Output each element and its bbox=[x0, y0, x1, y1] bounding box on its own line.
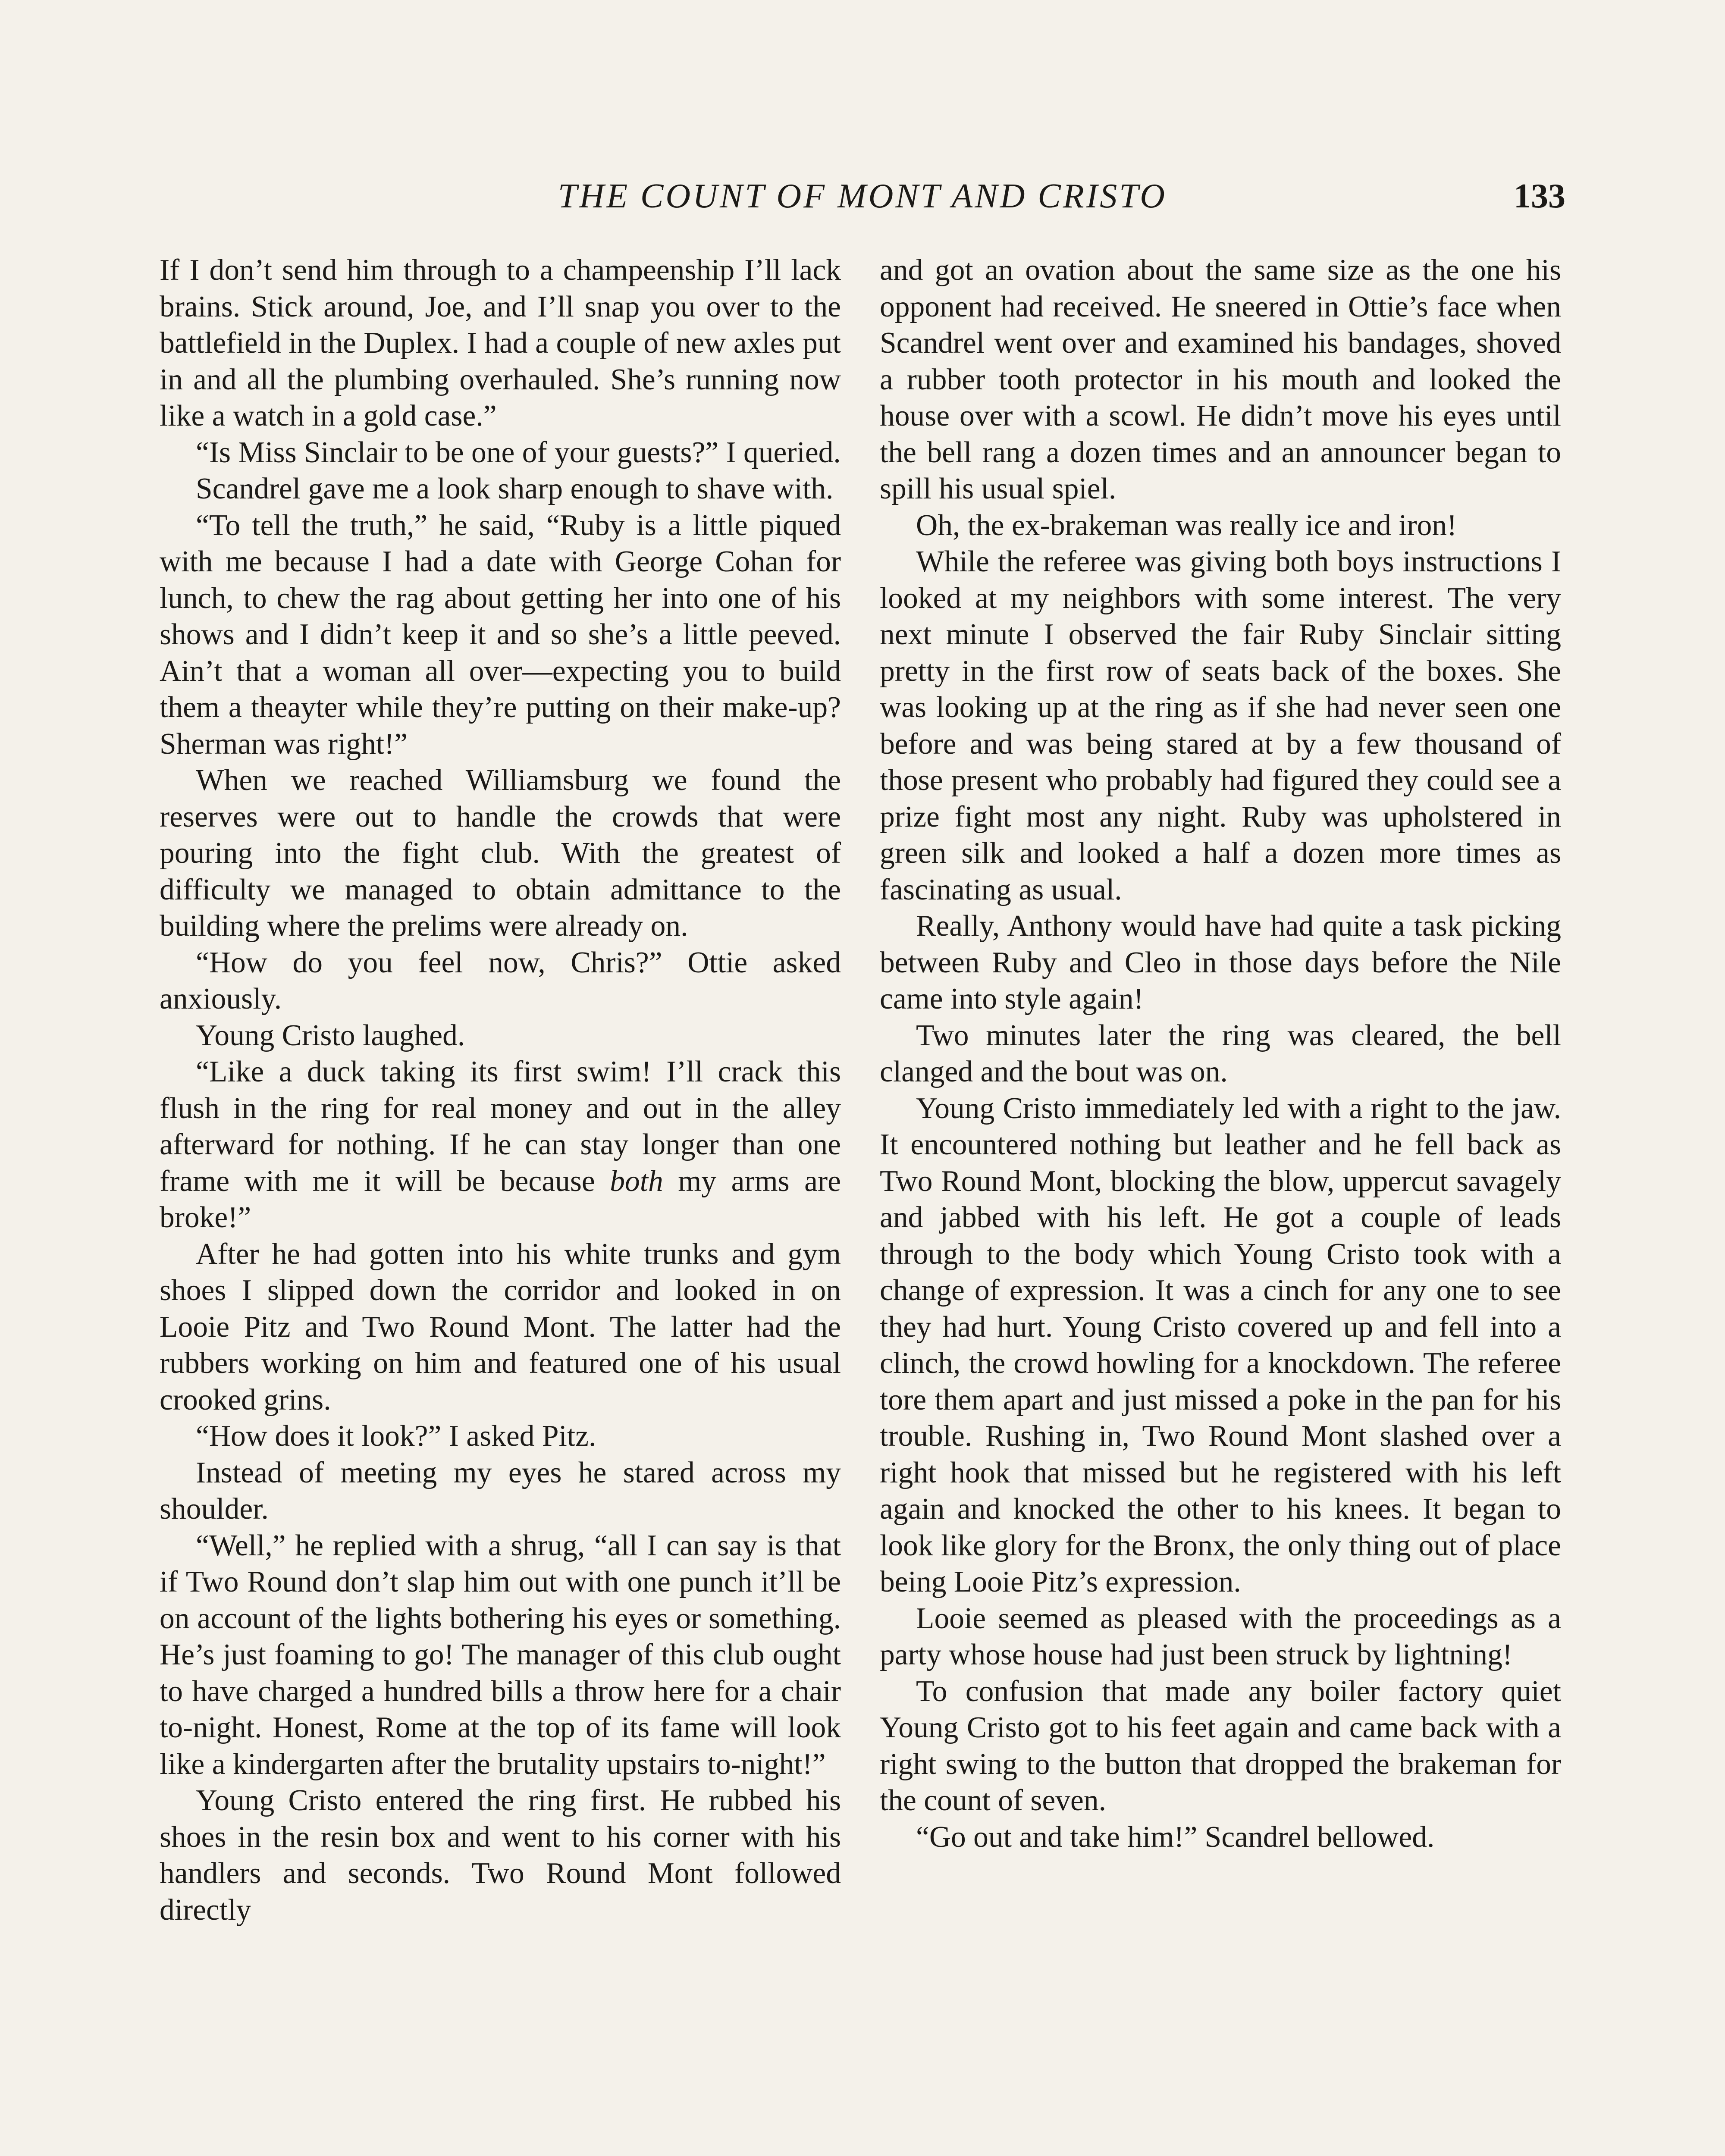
paragraph: and got an ovation about the same size as the one his opponent had received. He sneered in Ottie’s face when Scandrel went over and examined his bandages, shoved a rubber tooth protector in his mouth and looked the house over with a scowl. He didn’t move his eyes until the bell rang a dozen times and an announcer began to spill his usual spiel. bbox=[880, 254, 1561, 505]
paragraph: Really, Anthony would have had quite a task picking between Ruby and Cleo in those days before the Nile came into style again! bbox=[880, 909, 1561, 1015]
right-column bbox=[880, 252, 1561, 1928]
paragraph-text: “Like a duck taking its first swim! I’ll crack this flush in the ring for real money and out in the alley afterward for nothing. If he can stay longer than one frame with me it will be because bbox=[160, 1055, 841, 1198]
paragraph: “Well,” he replied with a shrug, “all I can say is that if Two Round don’t slap him out with one punch it’ll be on account of the lights bothering his eyes or something. He’s just foaming to go! The manager of this club ought to have charged a hundred bills a throw here for a chair to-night. Honest, Rome at the top of its fame will look like a kindergarten after the brutality upstairs to-night!” bbox=[160, 1529, 841, 1781]
paragraph: Young Cristo entered the ring first. He rubbed his shoes in the resin box and went to his corner with his handlers and seconds. Two Round Mont followed directly bbox=[160, 1784, 841, 1927]
paragraph: “How does it look?” I asked Pitz. bbox=[196, 1420, 596, 1453]
emphasis-text: both bbox=[610, 1164, 663, 1198]
running-head bbox=[160, 170, 1565, 222]
paragraph: Oh, the ex-brakeman was really ice and iron! bbox=[916, 508, 1457, 542]
running-title: THE COUNT OF MONT AND CRISTO bbox=[558, 177, 1167, 215]
paragraph: If I don’t send him through to a champeenship I’ll lack brains. Stick around, Joe, and I’ll snap you over to the battlefield in the Duplex. I had a couple of new axles put in and all the plumbing overhauled. She’s running now like a watch in a gold case.” bbox=[160, 254, 841, 432]
paragraph: To confusion that made any boiler factory quiet Young Cristo got to his feet again and came back with a right swing to the button that dropped the brakeman for the count of seven. bbox=[880, 1674, 1561, 1817]
paragraph: Looie seemed as pleased with the proceedings as a party whose house had just been struck by lightning! bbox=[880, 1601, 1561, 1671]
paragraph: “To tell the truth,” he said, “Ruby is a little piqued with me because I had a date with George Cohan for lunch, to chew the rag about getting her into one of his shows and I didn’t keep it and so she’s a little peeved. Ain’t that a woman all over—expecting you to build them a theayter while they’re putting on their make-up? Sherman was right!” bbox=[160, 508, 841, 761]
text-columns bbox=[160, 252, 1561, 1928]
paragraph: Instead of meeting my eyes he stared across my shoulder. bbox=[160, 1456, 841, 1526]
page-number: 133 bbox=[1514, 177, 1565, 215]
paragraph: Scandrel gave me a look sharp enough to shave with. bbox=[196, 472, 834, 505]
paragraph bbox=[160, 1054, 841, 1236]
paragraph: Two minutes later the ring was cleared, the bell clanged and the bout was on. bbox=[880, 1018, 1561, 1088]
paragraph: “Is Miss Sinclair to be one of your guests?” I queried. bbox=[196, 436, 841, 469]
paragraph: Young Cristo immediately led with a right to the jaw. It encountered nothing but leather and he fell back as Two Round Mont, blocking the blow, uppercut savagely and jabbed with his left. He got a couple of leads through to the body which Young Cristo took with a change of expression. It was a cinch for any one to see they had hurt. Young Cristo covered up and fell into a clinch, the crowd howling for a knockdown. The referee tore them apart and just missed a poke in the pan for his trouble. Rushing in, Two Round Mont slashed over a right hook that missed but he registered with his left again and knocked the other to his knees. It began to look like glory for the Bronx, the only thing out of place being Looie Pitz’s expression. bbox=[880, 1091, 1561, 1598]
left-column bbox=[160, 252, 841, 1928]
paragraph-text: my arms are broke!” bbox=[160, 1164, 841, 1234]
paragraph: When we reached Williamsburg we found the reserves were out to handle the crowds that were pouring into the fight club. With the greatest of difficulty we managed to obtain admittance to the building where the prelims were already on. bbox=[160, 764, 841, 943]
paragraph: “Go out and take him!” Scandrel bellowed. bbox=[916, 1820, 1435, 1854]
paragraph: Young Cristo laughed. bbox=[196, 1018, 465, 1052]
paragraph: While the referee was giving both boys instructions I looked at my neighbors with some interest. The very next minute I observed the fair Ruby Sinclair sitting pretty in the first row of seats back of the boxes. She was looking up at the ring as if she had never seen one before and was being stared at by a few thousand of those present who probably had figured they could see a prize fight most any night. Ruby was upholstered in green silk and looked a half a dozen more times as fascinating as usual. bbox=[880, 545, 1561, 906]
paragraph: After he had gotten into his white trunks and gym shoes I slipped down the corridor and looked in on Looie Pitz and Two Round Mont. The latter had the rubbers working on him and featured one of his usual crooked grins. bbox=[160, 1237, 841, 1416]
paragraph: “How do you feel now, Chris?” Ottie asked anxiously. bbox=[160, 946, 841, 1015]
